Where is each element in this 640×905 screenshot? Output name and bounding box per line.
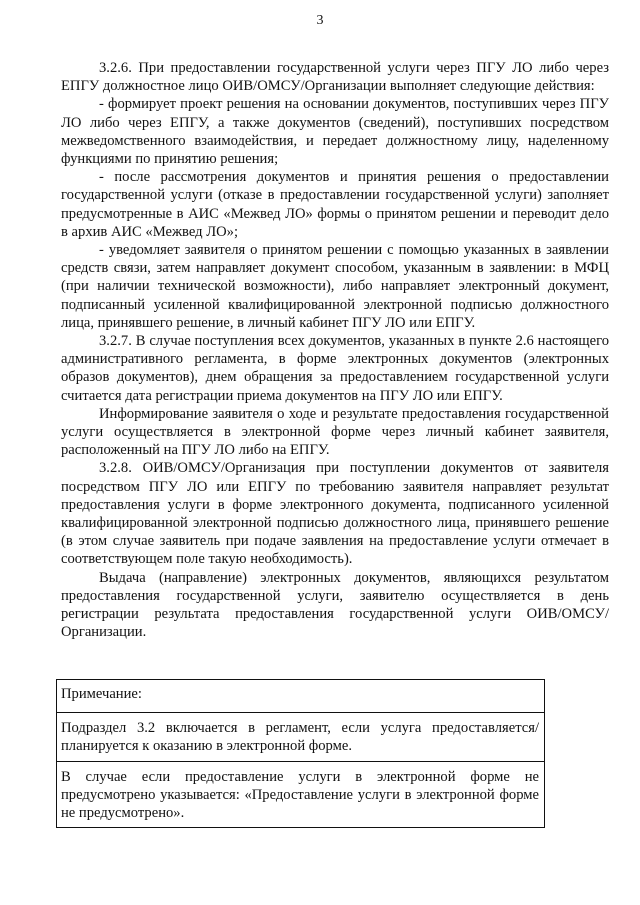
paragraph-action-fill-forms: - после рассмотрения документов и принятия решения о предоставлении государственной услуги (отказе в предоставлении государственной услуги) заполняет предусмотренные в АИС «Межвед ЛО» формы о принятом решении и переводит дело в архив АИС «Межвед ЛО»;	[61, 169, 609, 240]
paragraph-3-2-6: 3.2.6. При предоставлении государственной услуги через ПГУ ЛО либо через ЕПГУ должностное лицо ОИВ/ОМСУ/Организации выполняет следующие действия:	[61, 60, 609, 95]
paragraph-informing: Информирование заявителя о ходе и результате предоставления государственной услуги осуществляется в электронной форме через личный кабинет заявителя, расположенный на ПГУ ЛО либо на ЕПГУ.	[61, 405, 609, 459]
paragraph-issuance: Выдача (направление) электронных документов, являющихся результатом предоставления государственной услуги, заявителю осуществляется в день регистрации результата предоставления государственной услуги ОИВ/ОМСУ/Организации.	[61, 569, 609, 641]
document-body	[61, 59, 609, 642]
note-table	[56, 679, 545, 828]
paragraph-3-2-8: 3.2.8. ОИВ/ОМСУ/Организация при поступлении документов от заявителя посредством ПГУ ЛО или ЕПГУ по требованию заявителя направляет результат предоставления услуги в форме электронного документа, подписанного усиленной квалифицированной электронной подписью должностного лица, принявшего решение (в этом случае заявитель при подаче заявления на предоставление услуги отмечает в соответствующем поле такую необходимость).	[61, 460, 609, 568]
note-row	[57, 761, 545, 828]
note-text-inclusion: Подраздел 3.2 включается в регламент, если услуга предоставляется/планируется к оказанию в электронной форме.	[57, 713, 545, 761]
note-row	[57, 713, 545, 761]
paragraph-action-form-draft: - формирует проект решения на основании документов, поступивших через ПГУ ЛО либо через ЕПГУ, а также документов (сведений), поступивших посредством межведомственного взаимодействия, и передает должностному лицу, наделенному функциями по принятию решения;	[61, 96, 609, 168]
page-number: 3	[316, 13, 324, 28]
note-text-not-provided: В случае если предоставление услуги в электронной форме не предусмотрено указывается: «Предоставление услуги в электронной форме не предусмотрено».	[57, 761, 545, 828]
paragraph-action-notify: - уведомляет заявителя о принятом решении с помощью указанных в заявлении средств связи, затем направляет документ способом, указанным в заявлении: в МФЦ (при наличии технической возможности), либо направляет электронный документ, подписанный усиленной квалифицированной электронной подписью должностного лица, принявшего решение, в личный кабинет ПГУ ЛО или ЕПГУ.	[61, 242, 609, 331]
note-heading: Примечание:	[57, 680, 545, 713]
paragraph-3-2-7: 3.2.7. В случае поступления всех документов, указанных в пункте 2.6 настоящего административного регламента, в форме электронных документов (электронных образов документов), днем обращения за предоставлением государственной услуги считается дата регистрации приема документов на ПГУ ЛО или ЕПГУ.	[61, 333, 609, 404]
note-heading-row	[57, 680, 545, 713]
